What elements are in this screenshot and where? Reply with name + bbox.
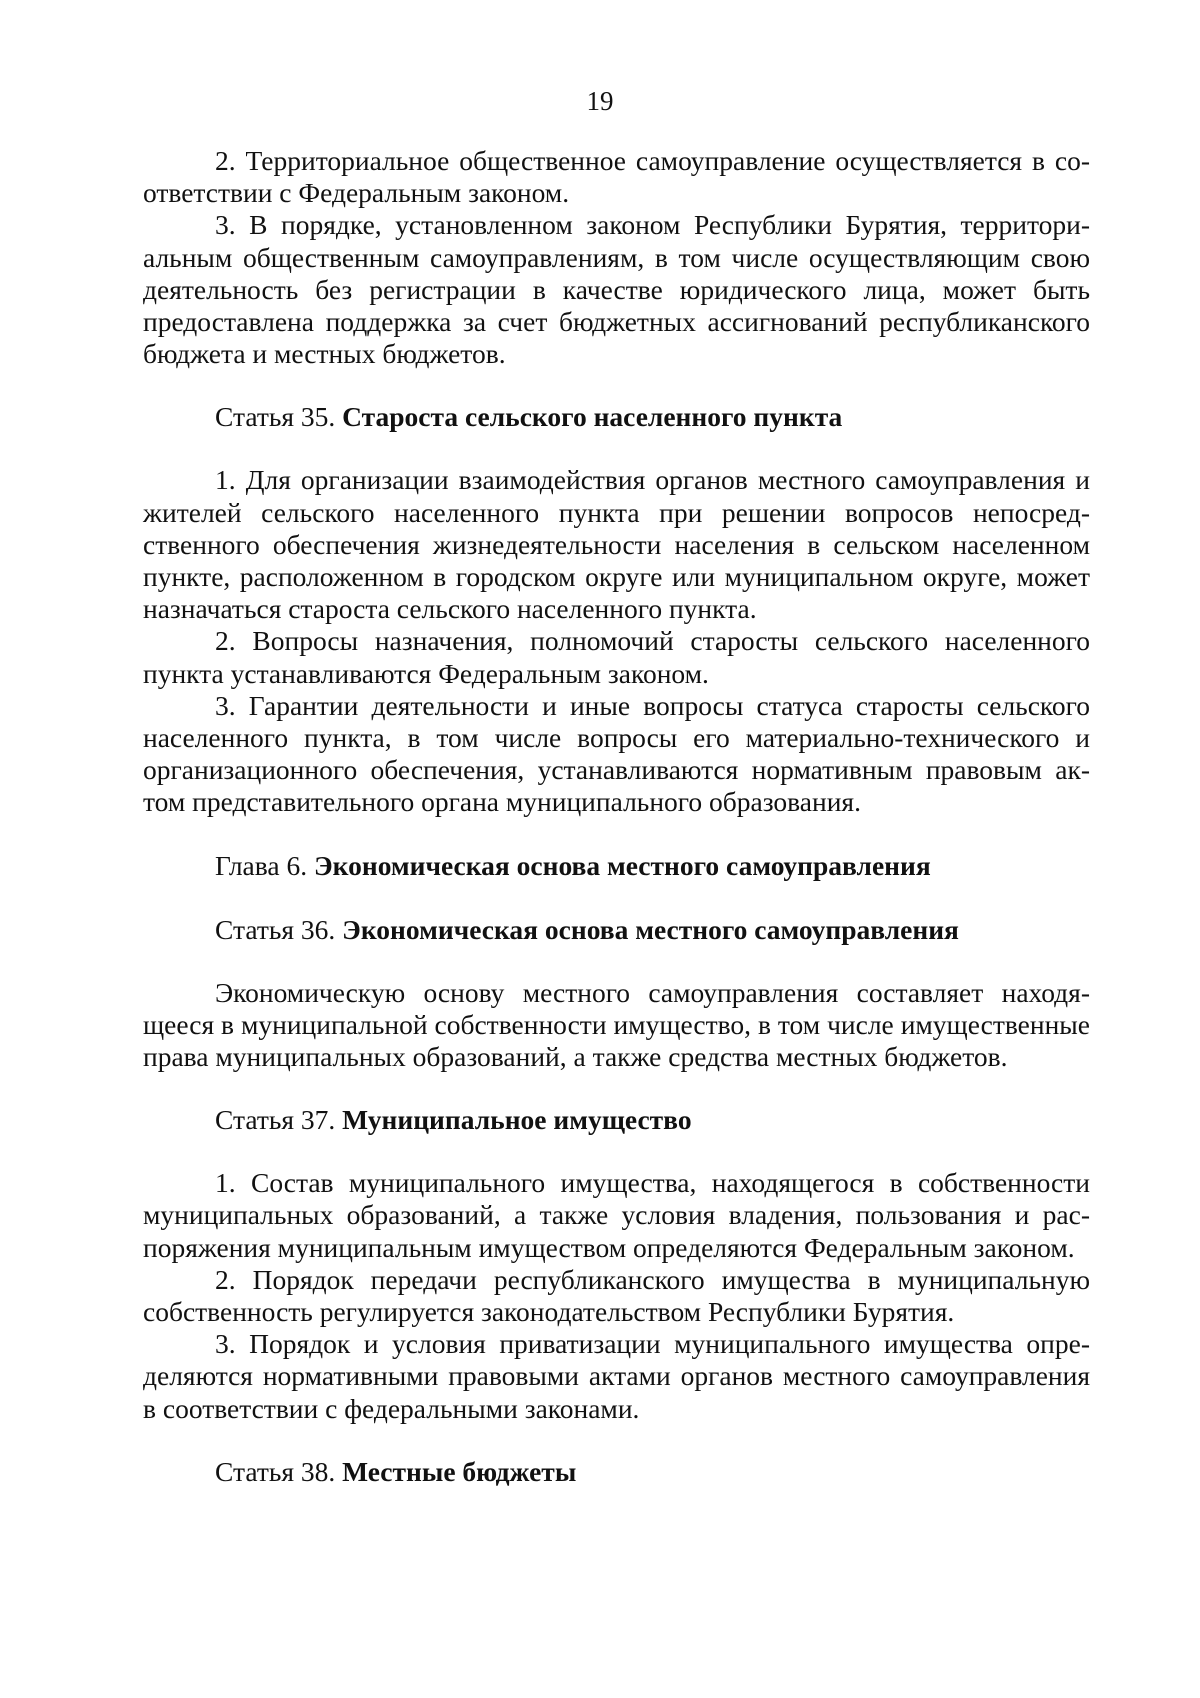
paragraph: 2. Территориальное общественное самоуправление осуществляется в соответствии с Федеральным законом. <box>143 145 1090 209</box>
article-38-heading <box>143 1455 1090 1489</box>
paragraph: 2. Порядок передачи республиканского имущества в муниципальную собственность регулируется законодательством Республики Бурятия. <box>143 1263 1090 1328</box>
article-37-heading <box>143 1103 1090 1137</box>
article-number: Статья 36. <box>215 913 343 945</box>
paragraph: 3. В порядке, установленном законом Республики Бурятия, территориальным общественным самоуправлениям, в том числе осуществляющим свою деятельность без регистрации в качестве юридического лица, может быть предоставлена поддержка за счет бюджетных ассигнований республиканского бюджета и местных бюджетов. <box>143 209 1090 370</box>
paragraph: 3. Порядок и условия приватизации муниципального имущества определяются нормативными правовыми актами органов местного самоуправления в соответствии с федеральными законами. <box>143 1328 1090 1424</box>
article-title: Староста сельского населенного пункта <box>342 401 843 433</box>
paragraph: 1. Для организации взаимодействия органов местного самоуправления и жителей сельского населенного пункта при решении вопросов непосредственного обеспечения жизнедеятельности населения в сельском населенном пункте, расположенном в городском округе или муниципальном округе, может назначаться староста сельского населенного пункта. <box>143 464 1090 625</box>
paragraph: 2. Вопросы назначения, полномочий старосты сельского населенного пункта устанавливаются Федеральным законом. <box>143 625 1090 689</box>
article-title: Местные бюджеты <box>342 1455 577 1487</box>
chapter-6-heading <box>143 849 1090 883</box>
article-title: Муниципальное имущество <box>342 1104 692 1136</box>
paragraph: Экономическую основу местного самоуправления составляет находящееся в муниципальной собственности имущество, в том числе имущественные права муниципальных образований, а также средства местных бюджетов. <box>143 976 1090 1073</box>
chapter-title: Экономическая основа местного самоуправления <box>313 849 931 881</box>
document-body <box>143 145 1090 1519</box>
article-number: Статья 37. <box>215 1104 343 1136</box>
article-title: Экономическая основа местного самоуправления <box>342 913 959 945</box>
article-number: Статья 38. <box>215 1455 343 1487</box>
article-35-heading <box>143 400 1090 434</box>
paragraph: 1. Состав муниципального имущества, находящегося в собственности муниципальных образований, а также условия владения, пользования и распоряжения муниципальным имуществом определяются Федеральным законом. <box>143 1167 1090 1263</box>
chapter-number: Глава 6. <box>215 849 314 881</box>
paragraph: 3. Гарантии деятельности и иные вопросы статуса старосты сельского населенного пункта, в том числе вопросы его материально-технического и организационного обеспечения, устанавливаются нормативным правовым актом представительного органа муниципального образования. <box>143 689 1090 818</box>
page-number: 19 <box>586 86 614 116</box>
article-36-heading <box>143 913 1090 947</box>
article-number: Статья 35. <box>215 401 343 433</box>
